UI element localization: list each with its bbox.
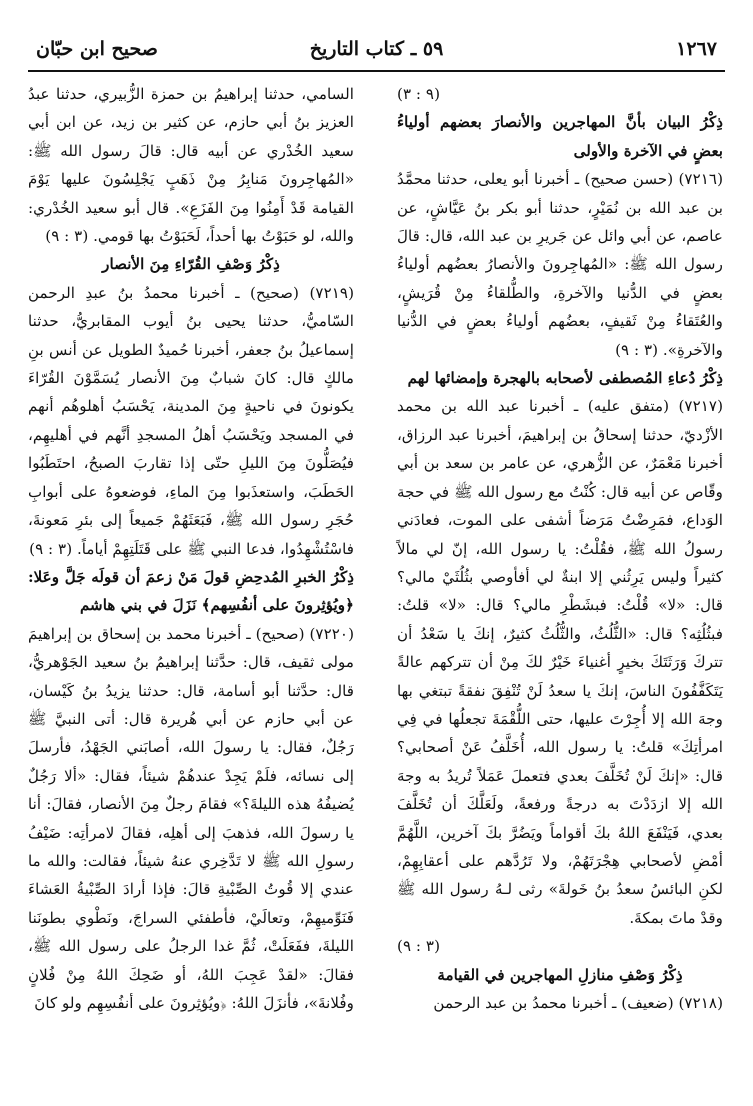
page-header [28,34,725,70]
page-number: ١٢٦٧ [676,38,717,60]
chapter-title: ٥٩ ـ كتاب التاريخ [309,38,444,60]
right-column [397,80,723,1017]
section-heading: ذِكْرُ وَصْفِ منازلِ المهاجرين في القيامة [437,965,683,984]
paragraph: (٧٢١٨) (ضعيف) ـ أخبرنا محمدُ بن عبد الرحمن [433,994,723,1012]
paragraph: (٧٢٢٠) (صحيح) ـ أخبرنا محمد بن إسحاق بن إبراهيمَ مولى ثقيف، قال: حدَّثنا إبراهيمُ بنُ سعيد الجَوْهريُّ، قال: حدَّثنا أبو أسامة، قال: حدثنا يزيدُ بنُ كَيْسان، عن أبي حازم عن أبي هُريرة قال: أتى النبيَّ ﷺ رَجُلٌ، فقال: يا رسولَ الله، أصابَني الجَهْدُ، فأرسلَ إلى نسائه، فلَمْ يَجِدْ عندهُمْ شيئاً، فقال: «ألا رَجُلٌ يُضيفُهُ هذه الليلةَ؟» فقامَ رجلٌ مِنَ الأنصار، فقالَ: أنا يا رسولَ الله، فذهبَ إلى أهلِه، فقالَ لامرأتِه: ضَيْفُ رسولِ الله ﷺ لا تَدَّخِري عنهُ شيئاً، فقالت: والله ما عندي إلا قُوتُ الصِّبْيةِ قالَ: فإذا أرادَ الصِّبْيةُ العَشاءَ فَنَوِّميهِمْ، وتعالَيْ، فأطفئي السراجَ، ونَطْوي بطونَنا الليلةَ، ففَعَلَتْ، ثُمَّ غدا الرجلُ على رسول الله ﷺ، فقالَ: «لقدْ عَجِبَ اللهُ، أو ضَحِكَ اللهُ مِنْ فُلانٍ وفُلانةَ»، فأنزَلَ اللهُ: ﴿ويُؤثِرونَ على أنفُسِهِم ولو كانَ [28,624,354,1012]
paragraph: (٧٢١٧) (متفق عليه) ـ أخبرنا عبد الله بن محمد الأزْديّ، حدثنا إسحاقُ بن إبراهيمَ، أخبرنا عبد الرزاق، أخبرنا مَعْمَرٌ، عن الزُّهري، عن عامر بن سعد بن أبي وقّاص عن أبيه قال: كُنْتُ مع رسول الله ﷺ في حجة الوَداع، فمَرِضْتُ مَرَضاً أشفى على الموت، فعادَني رسولُ الله ﷺ، فقُلْتُ: يا رسول الله، إنّ لي مالاً كثيراً وليس يَرِثُني إلا ابنةٌ لي أفأوصي بثُلُثَيْ مالي؟ قال: «لا» قُلْتُ: فبشَطْرِ مالي؟ قال: «لا» قلتُ: فبثُلُثِه؟ قال: «الثُّلُثُ، والثُّلُثُ كثيرٌ، إنكَ يا سَعْدُ أن تتركَ وَرَثَتَكَ بخيرٍ أغنياءَ خَيْرٌ لكَ مِنْ أن تتركهم عالةً يَتَكَفَّفُونَ الناسَ، إنكَ يا سعدُ لَنْ تُنْفِقَ نفقةً تبتغي بها وجهَ الله إلا أُجِرْتَ عليها، حتى اللُّقْمَةَ تجعلُها في فِي امرأتِكَ» قلتُ: يا رسول الله، أُخَلَّفُ عَنْ أصحابي؟ قال: «إنكَ لَنْ تُخَلَّفَ بعدي فتعملَ عَمَلاً تُريدُ به وجهَ الله إلا ازدَدْتَ به درجةً ورفعةً، ولَعَلَّكَ أن تُخَلَّفَ بعدي، فَيَنْفَعَ اللهُ بكَ أقواماً ويَضُرَّ بكَ آخرين، اللَّهُمَّ أمْضِ لأصحابي هِجْرَتَهُمْ، ولا تَرُدَّهم على أعقابِهِمْ، لكنِ البائسُ سعدُ بنُ خَولةَ» رثى لـهُ رسول الله ﷺ وقدْ ماتَ بمكةَ. [397,397,723,927]
reference-mark: (٣ : ٩) [397,937,440,956]
paragraph: السامي، حدثنا إبراهيمُ بن حمزة الزُّبيري، حدثنا عبدُ العزيز بنُ أبي حازم، عن كثير بن زيد، عن ابن أبي سعيد الخُدْري عن أبيه قال: قالَ رسول الله ﷺ: «المُهاجِرونَ مَنابِرُ مِنْ ذَهَبٍ يَجْلِسُونَ عليها يَوْمَ القيامة قَدْ أَمِنُوا مِنَ الفَزَعِ». قال أبو سعيد الخُدْري: والله، لو حَبَوْتُ بها أحداً، لَحَبَوْتُ بها قومي. (٣ : ٩) [28,85,354,246]
paragraph: (٧٢١٦) (حسن صحيح) ـ أخبرنا أبو يعلى، حدثنا محمَّدُ بن عبد الله بن نُمَيْرٍ، حدثنا أبو بكر بنُ عَيَّاشٍ، عن عاصم، عن أبي وائل عن جَريرِ بن عبد الله، قال: قالَ رسول الله ﷺ: «المُهاجِرونَ والأنصارُ بعضُهم أولياءُ بعضٍ في الدُّنيا والآخرةِ، والطُّلقاءُ مِنْ قُرَيشٍ، والعُتَقاءُ مِنْ ثَقيفٍ، بعضُهم أولياءُ بعضٍ في الدُّنيا والآخرةِ». (٣ : ٩) [397,170,723,359]
header-rule [28,70,725,72]
section-heading: ذِكْرُ دُعاءِ المُصطفى لأصحابه بالهجرة وإمضائها لهم [407,369,723,388]
book-title: صحيح ابن حبّان [36,38,158,60]
section-heading: ذِكْرُ البيان بأنَّ المهاجرين والأنصارَ بعضهم أولياءُ بعضٍ في الآخرة والأولى [397,113,723,160]
section-heading: ذِكْرُ وَصْفِ القُرّاءِ مِنَ الأنصار [102,255,280,274]
paragraph: (٧٢١٩) (صحيح) ـ أخبرنا محمدُ بنُ عبدِ الرحمن السّاميُّ، حدثنا يحيى بنُ أيوب المقابريُّ، حدثنا إسماعيلُ بنُ جعفر، أخبرنا حُميدٌ الطويل عن أنس بنِ مالكٍ قال: كانَ شبابٌ مِنَ الأنصار يُسَمَّوْنَ القُرّاءَ يكونونَ في ناحيةٍ مِنَ المدينة، يَحْسَبُ أهلوهُم أنهم في المسجد ويَحْسَبُ أهلُ المسجدِ أنَّهم في أهليهِم، فيُصَلُّونَ مِنَ الليلِ حتّى إذا تقاربَ الصبحُ، احتَطَبُوا الحَطَبَ، واستعذَبوا مِنَ الماءِ، فوضعوهُ على أبوابِ حُجَرِ رسول الله ﷺ، فَبَعَثَهُمْ جَميعاً إلى بئرِ مَعونةَ، فاسْتُشْهِدُوا، فدعا النبي ﷺ على قَتَلَتِهِمْ أياماً. (٣ : ٩) [28,283,354,558]
reference-mark: (٩ : ٣) [397,85,440,103]
section-heading: ذِكْرُ الخبرِ المُدحِضِ قولَ مَنْ زعمَ أن قولَه جَلَّ وعَلا: ﴿ويُؤثِرونَ على أنفُسِهم﴾ نَزَلَ في بني هاشم [28,567,354,615]
left-column [28,80,354,1017]
